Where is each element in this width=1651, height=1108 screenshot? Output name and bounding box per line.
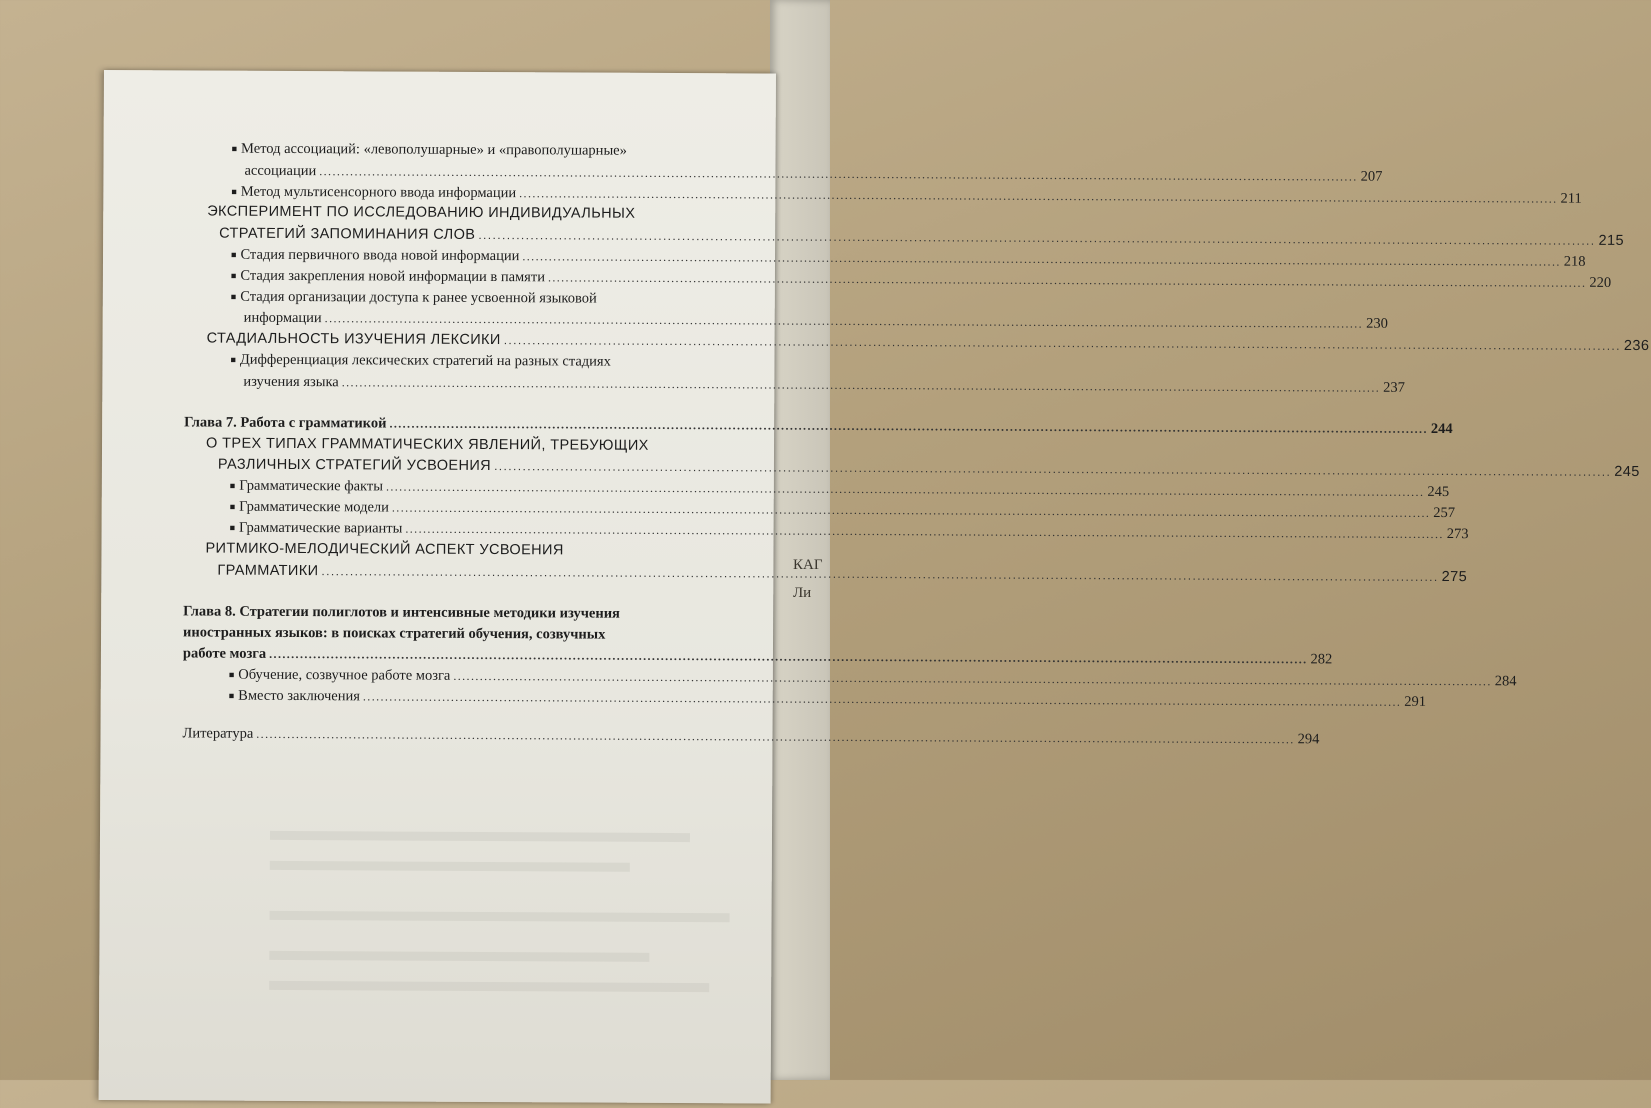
bullet-icon: ■ bbox=[230, 291, 237, 302]
page-number: 215 bbox=[1598, 232, 1625, 249]
bullet-icon: ■ bbox=[231, 143, 238, 154]
toc-entry: ассоциации ..... 207 bbox=[244, 161, 754, 184]
bullet-icon: ■ bbox=[229, 480, 236, 491]
toc-section-text: О ТРЕХ ТИПАХ ГРАММАТИЧЕСКИХ ЯВЛЕНИЙ, ТРЕБУЮЩИХ bbox=[206, 435, 649, 454]
toc-entry: ■ Грамматические модели ..... 257 bbox=[230, 497, 753, 521]
toc-section: СТАДИАЛЬНОСТЬ ИЗУЧЕНИЯ ЛЕКСИКИ ..... 236 bbox=[207, 329, 754, 352]
toc-entry: изучения языка ..... 237 bbox=[243, 372, 753, 395]
page-number: 211 bbox=[1560, 190, 1582, 207]
page-number: 218 bbox=[1563, 253, 1586, 270]
page-number: 282 bbox=[1310, 651, 1333, 668]
page-number: 257 bbox=[1433, 504, 1456, 522]
bullet-icon: ■ bbox=[229, 501, 236, 512]
bullet-icon: ■ bbox=[230, 354, 236, 365]
toc-entry: ■ Стадия закрепления новой информации в памяти ..... 220 bbox=[231, 266, 754, 290]
page-number: 230 bbox=[1366, 315, 1388, 332]
toc-section-text: РИТМИКО-МЕЛОДИЧЕСКИЙ АСПЕКТ УСВОЕНИЯ bbox=[205, 540, 564, 559]
toc-entry: ■ Стадия первичного ввода новой информации ..... 218 bbox=[231, 245, 754, 269]
page-number: 284 bbox=[1494, 673, 1517, 690]
bullet-icon: ■ bbox=[228, 669, 235, 680]
page-number: 245 bbox=[1614, 463, 1640, 481]
toc-chapter: Глава 7. Работа с грамматикой ..... 244 bbox=[184, 412, 753, 435]
bullet-icon: ■ bbox=[231, 249, 237, 260]
toc-entry-text: ■ Стадия организации доступа к ранее усвоенной языковой bbox=[231, 287, 597, 310]
toc-entry: ■ Грамматические варианты ..... 273 bbox=[230, 518, 753, 542]
page-number: 244 bbox=[1430, 420, 1453, 438]
toc-section: РАЗЛИЧНЫХ СТРАТЕГИЙ УСВОЕНИЯ ..... 245 bbox=[218, 455, 753, 478]
page-number: 294 bbox=[1297, 731, 1320, 748]
page-number: 207 bbox=[1360, 168, 1383, 185]
page-number: 237 bbox=[1383, 379, 1405, 396]
toc-section: СТРАТЕГИЙ ЗАПОМИНАНИЯ СЛОВ ..... 215 bbox=[219, 224, 754, 247]
toc-entry-text: ■ Метод ассоциаций: «левополушарные» и «правополушарные» bbox=[232, 139, 627, 162]
adjacent-book-text-1: КАГ bbox=[793, 557, 823, 573]
toc-entry: ■ Вместо заключения ..... 291 bbox=[229, 686, 752, 710]
toc-section: ГРАММАТИКИ ..... 275 bbox=[217, 561, 752, 584]
page-number: 291 bbox=[1404, 693, 1427, 710]
toc-section-text: ЭКСПЕРИМЕНТ ПО ИССЛЕДОВАНИЮ ИНДИВИДУАЛЬНЫХ bbox=[207, 203, 636, 222]
bullet-icon: ■ bbox=[229, 522, 236, 533]
bullet-icon: ■ bbox=[228, 690, 235, 701]
toc-entry-text: ■ Дифференциация лексических стратегий на разных стадиях bbox=[230, 350, 610, 373]
page-number: 275 bbox=[1441, 569, 1468, 586]
bullet-icon: ■ bbox=[231, 186, 237, 197]
toc-entry: ■ Обучение, созвучное работе мозга ..... 284 bbox=[229, 665, 752, 689]
toc-chapter-text: Глава 8. Стратегии полиглотов и интенсивные методики изучения bbox=[183, 603, 620, 622]
toc-entry: ■ Метод мультисенсорного ввода информации ..... 211 bbox=[231, 182, 754, 206]
bullet-icon: ■ bbox=[230, 270, 237, 281]
toc-entry: ■ Грамматические факты ..... 245 bbox=[230, 476, 753, 500]
toc-chapter-text: иностранных языков: в поисках стратегий обучения, созвучных bbox=[183, 624, 606, 643]
page-number: 245 bbox=[1427, 483, 1450, 501]
page-number: 220 bbox=[1589, 274, 1612, 291]
toc-entry: информации ..... 230 bbox=[244, 308, 754, 331]
page-number: 236 bbox=[1623, 337, 1650, 355]
toc-chapter: работе мозга ..... 282 bbox=[183, 643, 752, 666]
adjacent-book-text-2: Ли bbox=[793, 585, 812, 601]
page-number: 273 bbox=[1446, 526, 1469, 543]
toc-entry: Литература ..... 294 bbox=[182, 723, 751, 746]
